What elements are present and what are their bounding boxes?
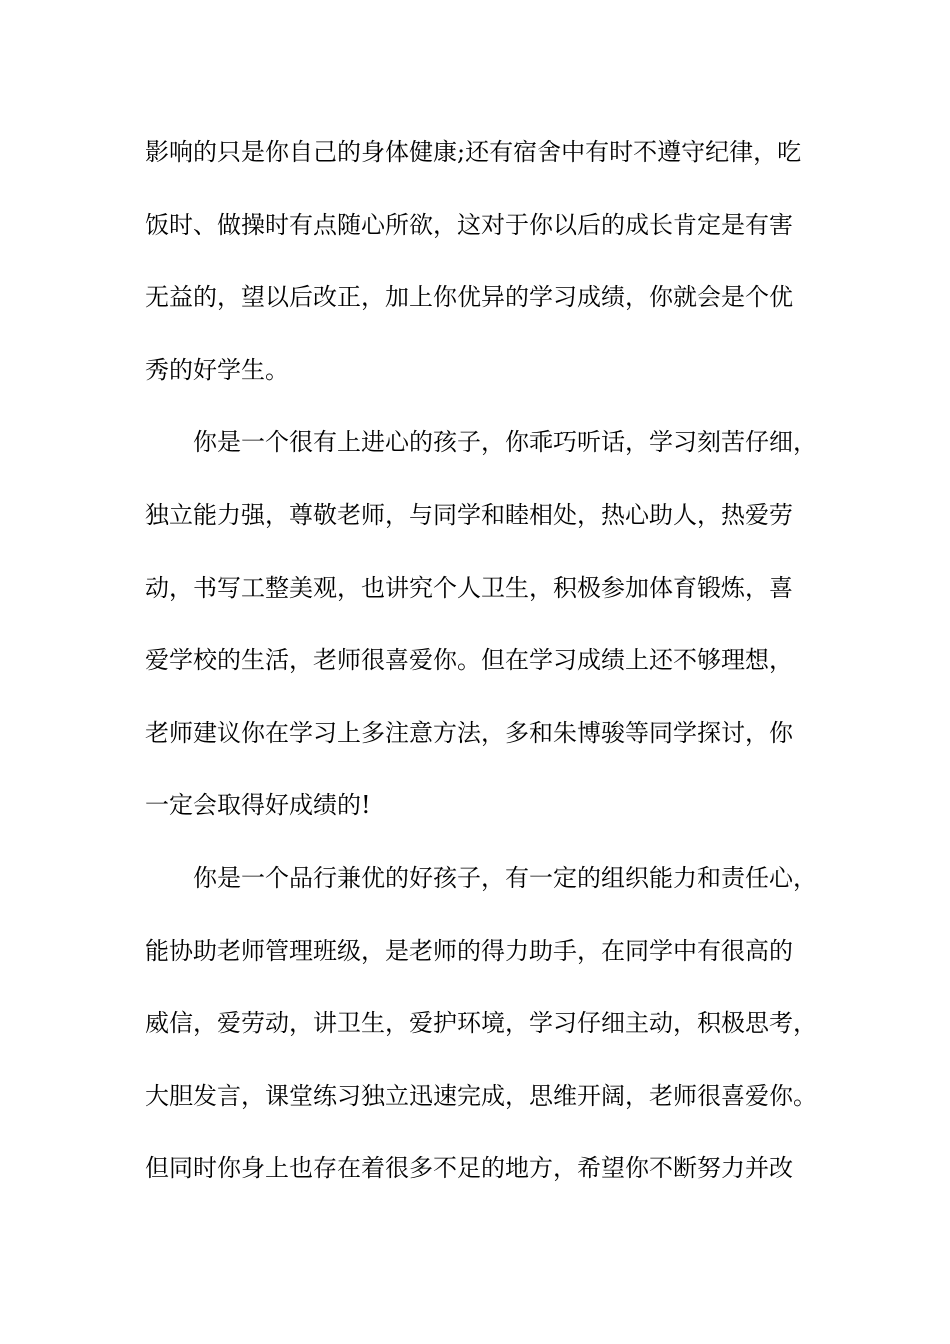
paragraph-first-line: 你是一个品行兼优的好孩子，有一定的组织能力和责任心， [193,863,817,892]
text-line: 饭时、做操时有点随心所欲，这对于你以后的成长肯定是有害 [145,210,793,239]
document-body [145,128,835,1217]
text-line: 大胆发言，课堂练习独立迅速完成，思维开阔，老师很喜爱你。 [145,1081,817,1110]
text-line: 老师建议你在学习上多注意方法，多和朱博骏等同学探讨，你 [145,718,793,747]
text-line: 影响的只是你自己的身体健康;还有宿舍中有时不遵守纪律，吃 [145,138,802,166]
text-line: 秀的好学生。 [145,355,289,384]
text-line: 爱学校的生活，老师很喜爱你。但在学习成绩上还不够理想， [145,646,793,675]
text-line: 动，书写工整美观，也讲究个人卫生，积极参加体育锻炼，喜 [145,573,793,602]
paragraph-first-line: 你是一个很有上进心的孩子，你乖巧听话，学习刻苦仔细， [193,428,817,457]
text-line: 威信，爱劳动，讲卫生，爱护环境，学习仔细主动，积极思考， [145,1009,817,1038]
text-line: 能协助老师管理班级，是老师的得力助手，在同学中有很高的 [145,936,793,965]
text-line: 一定会取得好成绩的! [145,791,371,820]
text-line: 无益的，望以后改正，加上你优异的学习成绩，你就会是个优 [145,283,793,312]
text-line: 但同时你身上也存在着很多不足的地方，希望你不断努力并改 [145,1154,793,1183]
text-line: 独立能力强，尊敬老师，与同学和睦相处，热心助人，热爱劳 [145,500,793,529]
